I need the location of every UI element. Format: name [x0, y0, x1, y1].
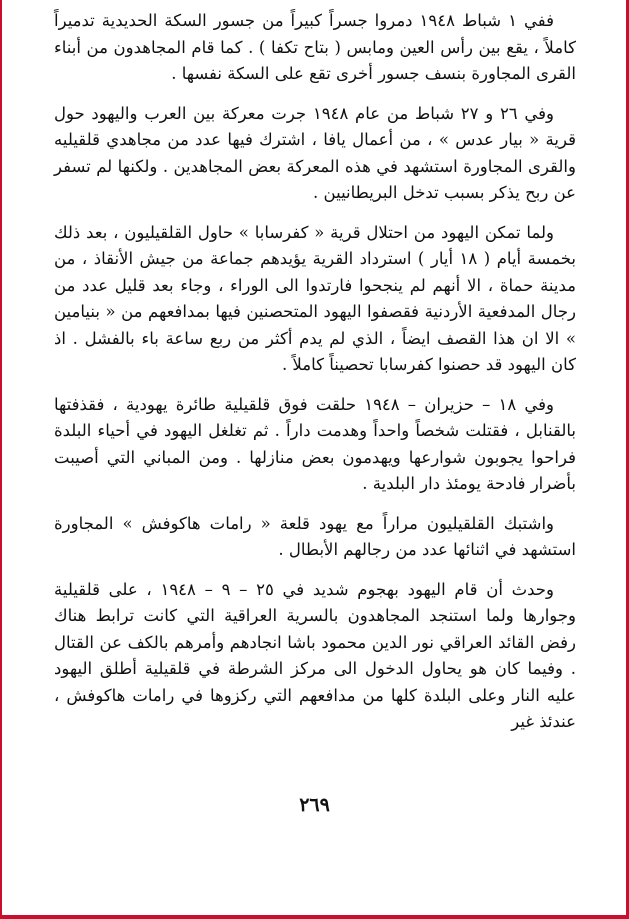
paragraph-railway-bridge: ففي ١ شباط ١٩٤٨ دمروا جسراً كبيراً من جسور السكة الحديدية تدميراً كاملاً ، يقع بين رأس العين ومابس ( بتاح تكفا ) . كما قام المجاهدون من أبناء القرى المجاورة بنسف جسور أخرى تقع على السكة نفسها . — [54, 11, 576, 83]
paragraph-kfar-saba: ولما تمكن اليهود من احتلال قرية « كفرسابا » حاول القلقيليون ، بعد ذلك بخمسة أيام ( ١٨ أيار ) استرداد القرية يؤيدهم جماعة من جيش الأنقاذ ، من مدينة حماة ، الا أنهم لم ينجحوا فارتدوا الى الوراء ، وجاء بعد قليل عدد من رجال المدفعية الأردنية فقصفوا اليهود المتحصنين فيها بمدافعهم من « بنيامين » الا ان هذا القصف ايضاً ، الذي لم يدم أكثر من ربع ساعة باء بالفشل . اذ كان اليهود قد حصنوا كفرسابا تحصيناً كاملاً . — [54, 222, 576, 374]
page-number: ٢٦٩ — [299, 794, 330, 816]
document-page — [54, 8, 576, 749]
paragraph-iraqi-company: وحدث أن قام اليهود بهجوم شديد في ٢٥ – ٩ – ١٩٤٨ ، على قلقيلية وجوارها ولما استنجد المجاهدون بالسرية العراقية التي كانت ترابط هناك رفض القائد العراقي نور الدين محمود باشا انجادهم وأمرهم بالكف عن القتال . وفيما كان هو يحاول الدخول الى مركز الشرطة في قلقيلية أطلق اليهود عليه النار وعلى البلدة كلها من مدافعهم التي ركزوها في رامات هاكوفش ، عندئذ غير — [54, 579, 576, 731]
paragraph-biyar-adas-battle: وفي ٢٦ و ٢٧ شباط من عام ١٩٤٨ جرت معركة بين العرب واليهود حول قرية « بيار عدس » ، من أعمال يافا ، اشترك فيها عدد من مجاهدي قلقيليه والقرى المجاورة استشهد في هذه المعركة بعض المجاهدين . ولكنها لم تسفر عن ربح يذكر بسبب تدخل البريطانيين . — [54, 103, 576, 202]
paragraph-air-raid: وفي ١٨ – حزيران – ١٩٤٨ حلقت فوق قلقيلية طائرة يهودية ، فقذفتها بالقنابل ، فقتلت شخصاً واحداً وهدمت داراً . ثم تغلغل اليهود في أحياء البلدة فراحوا يجوبون شوارعها ويهدمون بعض منازلها . ومن المباني التي أصيبت بأضرار فادحة يومئذ دار البلدية . — [54, 394, 576, 493]
paragraph-ramat-hakovesh: واشتبك القلقيليون مراراً مع يهود قلعة « رامات هاكوفش » المجاورة استشهد في اثنائها عدد من رجالهم الأبطال . — [54, 513, 576, 559]
